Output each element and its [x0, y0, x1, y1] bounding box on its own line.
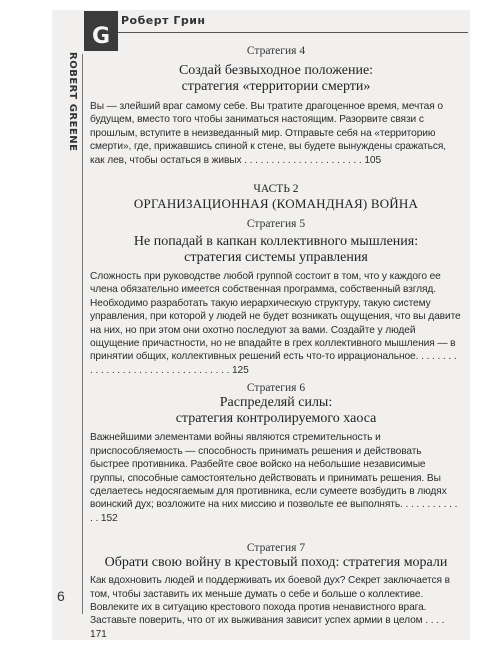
- strategy-description: Сложность при руководстве любой группой состоит в том, что у каждого ее члена обязательно имеется собственная программа, собственный взгляд. Необходимо разработать такую иерархическую структуру, такую систему управления, при которой у людей не будет возникать ощущения, что вы давите на них, но при этом они охотно последуют за вами. Создайте у людей ощущение причастности, но не впадайте в грех коллективного мышления — в принятии общих, коллективных решений есть что-то иррациональное. . . . . . . . . . . . . . . . . . . . . . . . . . . . . . . . . . 125: [90, 271, 461, 376]
- running-header-author: Роберт Грин: [121, 14, 206, 27]
- part-label: ЧАСТЬ 2: [253, 183, 299, 196]
- spine-author-text: ROBERT GREENE: [67, 52, 78, 152]
- logo-letter: G: [91, 24, 111, 49]
- toc-entry-strategy-4: [90, 44, 462, 167]
- header-rule: [118, 32, 468, 33]
- toc-entry-strategy-7: [90, 541, 462, 641]
- part-title: ОРГАНИЗАЦИОННАЯ (КОМАНДНАЯ) ВОЙНА: [133, 196, 419, 212]
- strategy-subtitle: стратегия системы управления: [184, 250, 368, 266]
- strategy-label: Стратегия 4: [246, 45, 306, 57]
- margin-rule: [82, 54, 83, 614]
- strategy-subtitle: стратегия контролируемого хаоса: [175, 411, 377, 427]
- strategy-label: Стратегия 6: [246, 382, 306, 395]
- toc-entry-strategy-5: [90, 217, 462, 377]
- strategy-description: Как вдохновить людей и поддерживать их боевой дух? Секрет заключается в том, чтобы заставить их меньше думать о себе и больше о коллективе. Вовлеките их в ситуацию крестового похода против ненавистного врага. Заставьте поверить, что от их выживания зависит успех армии в целом . . . . 171: [90, 575, 450, 640]
- strategy-title: Распределяй силы:: [219, 395, 333, 411]
- strategy-label: Стратегия 7: [246, 542, 306, 555]
- page-number: 6: [57, 588, 65, 604]
- strategy-subtitle: стратегия «территории смерти»: [181, 79, 371, 94]
- strategy-description: Важнейшими элементами войны являются стремительность и приспособляемость — способность принимать решения и действовать быстрее противника. Разбейте свое войско на небольшие независимые группы, способные самостоятельно действовать и принимать решения. Вы сделаетесь недосягаемым для противника, если сумеете возбудить в людях воинский дух; возложите на них миссию и позвольте ее выполнять. . . . . . . . . . . . . 152: [90, 432, 458, 524]
- strategy-label: Стратегия 5: [246, 218, 306, 231]
- strategy-title: Создай безвыходное положение:: [178, 63, 374, 78]
- strategy-description: Вы — злейший враг самому себе. Вы тратите драгоценное время, мечтая о будущем, вместо того чтобы заниматься настоящим. Разорвите связи с прошлым, вступите в неизведанный мир. Отправьте себя на «территорию смерти», где, прижавшись спиной к стене, вы будете вынуждены сражаться, как лев, чтобы остаться в живых . . . . . . . . . . . . . . . . . . . . . . 105: [90, 101, 446, 166]
- strategy-title: Не попадай в капкан коллективного мышления:: [133, 234, 419, 250]
- strategy-title: Обрати свою войну в крестовый поход: стратегия морали: [104, 555, 448, 571]
- spine-author: [56, 52, 80, 172]
- toc-entry-strategy-6: [90, 381, 462, 525]
- part-heading: [90, 182, 462, 212]
- toc-content: [90, 44, 462, 641]
